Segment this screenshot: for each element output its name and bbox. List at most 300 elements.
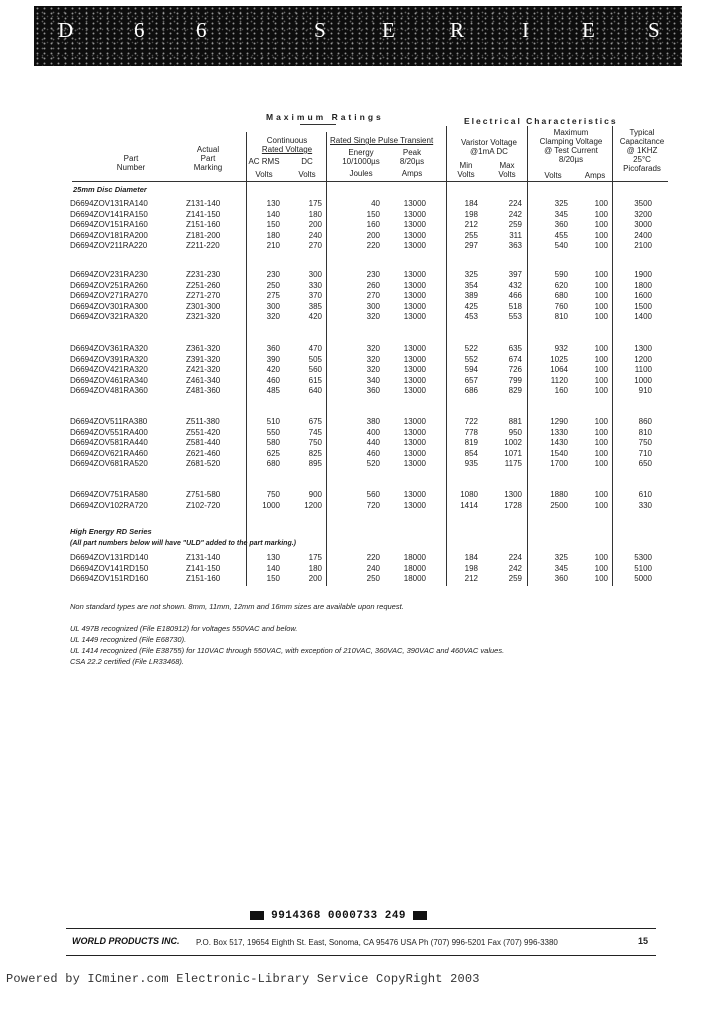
footer-bar <box>66 928 656 956</box>
table-cell: 13000 <box>403 365 426 375</box>
table-cell: D6694ZOV681RA520 <box>70 459 148 469</box>
table-cell: 580 <box>266 438 280 448</box>
table-cell: 910 <box>638 386 652 396</box>
table-cell: 180 <box>266 230 280 240</box>
banner-letter: R <box>450 18 466 42</box>
table-cell: 259 <box>508 574 522 584</box>
table-cell: Z211-220 <box>186 241 220 251</box>
table-cell: 510 <box>266 417 280 426</box>
table-cell: 750 <box>638 438 652 448</box>
table-cell: Z131-140 <box>186 199 221 208</box>
varistor-voltage-header: Varistor Voltage @1mA DC <box>461 138 517 156</box>
table-cell: 540 <box>554 241 568 251</box>
energy-header: Energy 10/1000µs Joules <box>342 148 380 178</box>
table-cell: 160 <box>554 386 568 396</box>
table-cell: 1100 <box>634 365 652 375</box>
rated-single-pulse-header: Rated Single Pulse Transient <box>330 136 434 145</box>
table-cell: 1071 <box>504 448 522 458</box>
table-cell: 240 <box>366 563 380 573</box>
table-cell: 100 <box>594 427 608 437</box>
table-cell: 726 <box>508 365 522 375</box>
table-cell: 360 <box>554 574 568 584</box>
table-cell: D6694ZOV511RA380 <box>70 417 148 426</box>
table-cell: 13000 <box>403 241 426 251</box>
table-cell: 220 <box>366 553 380 562</box>
table-cell: 13000 <box>403 230 426 240</box>
table-cell: Z131-140 <box>186 553 221 562</box>
banner-letter: I <box>522 18 530 42</box>
table-cell: 100 <box>594 199 608 208</box>
table-cell: D6694ZOV481RA360 <box>70 386 148 396</box>
note-csa: CSA 22.2 certified (File LR33468). <box>70 657 184 666</box>
table-cell: D6694ZOV131RA140 <box>70 199 148 208</box>
table-cell: Z271-270 <box>186 291 221 301</box>
table-cell: 674 <box>508 354 522 364</box>
table-cell: 100 <box>594 301 608 311</box>
table-cell: 13000 <box>403 312 426 322</box>
note-ul1449: UL 1449 recognized (File E68730). <box>70 635 187 644</box>
table-cell: 13000 <box>403 448 426 458</box>
table-cell: 13000 <box>403 270 426 279</box>
table-cell: 810 <box>638 427 652 437</box>
table-cell: 224 <box>508 199 522 208</box>
table-cell: 325 <box>464 270 478 279</box>
table-cell: 370 <box>308 291 322 301</box>
table-cell: 100 <box>594 280 608 290</box>
part-number-header: Part Number <box>116 154 146 172</box>
table-cell: Z751-580 <box>186 490 221 499</box>
table-cell: 212 <box>464 574 478 584</box>
peak-header: Peak 8/20µs Amps <box>399 148 425 178</box>
table-cell: 680 <box>554 291 568 301</box>
table-cell: Z151-160 <box>186 574 221 584</box>
table-cell: 13000 <box>403 209 426 219</box>
table-cell: 100 <box>594 241 608 251</box>
dc-header: DC Volts <box>298 157 316 179</box>
table-cell: 325 <box>554 553 568 562</box>
table-cell: 311 <box>509 230 522 240</box>
table-cell: 420 <box>308 312 322 322</box>
max-volts-header: Max Volts <box>498 161 516 179</box>
table-cell: 720 <box>366 500 380 510</box>
table-cell: 1700 <box>550 459 568 469</box>
table-cell: 825 <box>308 448 322 458</box>
table-cell: D6694ZOV251RA260 <box>70 280 148 290</box>
table-cell: 13000 <box>403 344 426 353</box>
table-cell: 13000 <box>403 220 426 230</box>
table-cell: D6694ZOV751RA580 <box>70 490 148 499</box>
table-cell: 552 <box>464 354 478 364</box>
table-cell: 175 <box>308 199 322 208</box>
table-cell: 100 <box>594 344 608 353</box>
table-cell: 950 <box>508 427 522 437</box>
table-cell: D6694ZOV271RA270 <box>70 291 148 301</box>
table-cell: D6694ZOV301RA300 <box>70 301 148 311</box>
table-cell: 224 <box>508 553 522 562</box>
table-cell: 2100 <box>634 241 652 251</box>
table-cell: D6694ZOV391RA320 <box>70 354 148 364</box>
table-cell: D6694ZOV151RD160 <box>70 574 149 584</box>
table-cell: 560 <box>308 365 322 375</box>
table-cell: 242 <box>508 563 522 573</box>
table-cell: D6694ZOV461RA340 <box>70 375 148 385</box>
table-cell: 242 <box>508 209 522 219</box>
table-cell: 100 <box>594 417 608 426</box>
typical-capacitance-header: Typical Capacitance @ 1KHZ 25°C Picofarads <box>619 128 665 173</box>
table-cell: Z581-440 <box>186 438 221 448</box>
table-cell: Z681-520 <box>186 459 221 469</box>
page-number: 15 <box>638 936 649 946</box>
table-cell: 854 <box>464 448 478 458</box>
table-cell: 13000 <box>403 459 426 469</box>
table-cell: 900 <box>308 490 322 499</box>
table-cell: 460 <box>366 448 380 458</box>
table-cell: 130 <box>266 199 280 208</box>
table-cell: 160 <box>366 220 380 230</box>
table-cell: 300 <box>366 301 380 311</box>
powered-by-text: Powered by ICminer.com Electronic-Library Service CopyRight 2003 <box>6 972 480 986</box>
table-cell: 778 <box>464 427 478 437</box>
clamp-amps-header: Amps <box>584 171 606 180</box>
table-cell: Z231-230 <box>186 270 221 279</box>
table-cell: 330 <box>308 280 322 290</box>
table-cell: 440 <box>366 438 380 448</box>
table-cell: 1430 <box>550 438 568 448</box>
table-cell: 240 <box>308 230 322 240</box>
table-cell: 100 <box>594 459 608 469</box>
table-cell: 18000 <box>403 574 426 584</box>
table-cell: 13000 <box>403 417 426 426</box>
table-cell: 320 <box>366 354 380 364</box>
table-cell: D6694ZOV211RA220 <box>70 241 148 251</box>
table-cell: D6694ZOV131RD140 <box>70 553 149 562</box>
table-cell: 710 <box>638 448 652 458</box>
table-cell: 860 <box>638 417 652 426</box>
table-cell: 750 <box>308 438 322 448</box>
table-cell: 184 <box>464 553 478 562</box>
table-cell: 360 <box>554 220 568 230</box>
table-cell: 13000 <box>403 354 426 364</box>
table-cell: D6694ZOV421RA320 <box>70 365 148 375</box>
table-cell: 650 <box>638 459 652 469</box>
table-cell: 300 <box>266 301 280 311</box>
table-cell: 320 <box>366 312 380 322</box>
table-cell: 13000 <box>403 427 426 437</box>
table-cell: 150 <box>366 209 380 219</box>
table-cell: 460 <box>266 375 280 385</box>
table-cell: 1600 <box>634 291 652 301</box>
table-cell: 320 <box>266 312 280 322</box>
table-cell: 1080 <box>460 490 478 499</box>
table-cell: 100 <box>594 291 608 301</box>
table-cell: 330 <box>638 500 652 510</box>
ac-rms-header: AC RMS Volts <box>248 157 280 179</box>
table-cell: Z181-200 <box>186 230 221 240</box>
table-cell: 590 <box>554 270 568 279</box>
table-cell: 100 <box>594 490 608 499</box>
table-cell: 1175 <box>504 459 522 469</box>
table-cell: 750 <box>266 490 280 499</box>
table-cell: 455 <box>554 230 568 240</box>
table-cell: 620 <box>554 280 568 290</box>
table-cell: Z321-320 <box>186 312 221 322</box>
table-cell: 100 <box>594 500 608 510</box>
table-cell: 13000 <box>403 490 426 499</box>
table-cell: D6694ZOV181RA200 <box>70 230 148 240</box>
table-cell: 1300 <box>634 344 652 353</box>
electrical-characteristics-header: Electrical Characteristics <box>464 116 618 126</box>
table-cell: 198 <box>464 209 478 219</box>
table-cell: 270 <box>366 291 380 301</box>
table-cell: 1728 <box>504 500 522 510</box>
table-cell: 13000 <box>403 301 426 311</box>
banner-letter: D <box>58 18 75 42</box>
table-cell: D6694ZOV361RA320 <box>70 344 148 353</box>
table-cell: 3000 <box>634 220 652 230</box>
maximum-ratings-header: Maximum Ratings <box>266 112 384 122</box>
note-ul1414: UL 1414 recognized (File E38755) for 110VAC through 550VAC, with exception of 210VAC, 360VAC, 390VAC and 460VAC values. <box>70 646 505 655</box>
table-cell: 560 <box>366 490 380 499</box>
table-cell: 13000 <box>403 199 426 208</box>
table-cell: 200 <box>366 230 380 240</box>
table-cell: 13000 <box>403 438 426 448</box>
table-cell: 819 <box>464 438 478 448</box>
table-cell: 1120 <box>550 375 568 385</box>
table-cell: 1025 <box>550 354 568 364</box>
table-cell: 255 <box>464 230 478 240</box>
table-cell: 5100 <box>634 563 652 573</box>
table-cell: 745 <box>308 427 322 437</box>
table-cell: Z141-150 <box>186 563 221 573</box>
table-cell: 935 <box>464 459 478 469</box>
table-cell: 5300 <box>634 553 652 562</box>
table-cell: 200 <box>308 574 322 584</box>
table-cell: 13000 <box>403 280 426 290</box>
table-cell: 140 <box>266 563 280 573</box>
table-cell: 13000 <box>403 386 426 396</box>
table-cell: 1800 <box>634 280 652 290</box>
table-cell: D6694ZOV581RA440 <box>70 438 148 448</box>
table-cell: 220 <box>366 241 380 251</box>
table-cell: 615 <box>308 375 322 385</box>
banner-letter: 6 <box>196 18 208 42</box>
table-cell: 345 <box>554 563 568 573</box>
table-cell: Z151-160 <box>186 220 221 230</box>
high-energy-note: (All part numbers below will have "ULD" added to the part marking.) <box>70 540 296 547</box>
table-cell: 100 <box>594 365 608 375</box>
table-cell: 100 <box>594 563 608 573</box>
table-cell: Z102-720 <box>186 500 221 510</box>
table-cell: 210 <box>266 241 280 251</box>
table-cell: 18000 <box>403 553 426 562</box>
table-cell: 100 <box>594 386 608 396</box>
min-volts-header: Min Volts <box>457 161 475 179</box>
table-cell: 594 <box>464 365 478 375</box>
table-cell: 3500 <box>634 199 652 208</box>
banner-letter: 6 <box>134 18 146 42</box>
table-cell: 380 <box>366 417 380 426</box>
table-cell: 100 <box>594 574 608 584</box>
series-banner <box>34 6 682 66</box>
table-cell: 895 <box>308 459 322 469</box>
table-cell: 1500 <box>634 301 652 311</box>
table-cell: 340 <box>366 375 380 385</box>
table-cell: 180 <box>308 209 322 219</box>
table-cell: 799 <box>508 375 522 385</box>
table-cell: 518 <box>508 301 522 311</box>
section-25mm-label: 25mm Disc Diameter <box>73 185 147 194</box>
table-cell: 390 <box>266 354 280 364</box>
table-cell: D6694ZOV141RA150 <box>70 209 148 219</box>
table-cell: 300 <box>308 270 322 279</box>
table-cell: Z621-460 <box>186 448 221 458</box>
table-cell: 198 <box>464 563 478 573</box>
table-cell: Z551-420 <box>186 427 221 437</box>
table-cell: 420 <box>266 365 280 375</box>
table-cell: 550 <box>266 427 280 437</box>
table-cell: 259 <box>508 220 522 230</box>
table-cell: D6694ZOV151RA160 <box>70 220 148 230</box>
table-cell: 100 <box>594 270 608 279</box>
table-cell: 2500 <box>550 500 568 510</box>
table-cell: Z141-150 <box>186 209 221 219</box>
table-cell: 100 <box>594 230 608 240</box>
table-cell: 175 <box>308 553 322 562</box>
table-cell: 150 <box>266 574 280 584</box>
table-cell: 2400 <box>634 230 652 240</box>
table-cell: D6694ZOV141RD150 <box>70 563 149 573</box>
company-name: WORLD PRODUCTS INC. <box>72 936 180 946</box>
clamp-volts-header: Volts <box>544 171 562 180</box>
table-cell: 1300 <box>504 490 522 499</box>
table-cell: D6694ZOV321RA320 <box>70 312 148 322</box>
table-cell: 505 <box>308 354 322 364</box>
table-cell: 680 <box>266 459 280 469</box>
table-cell: 522 <box>464 344 478 353</box>
table-cell: 610 <box>638 490 652 499</box>
table-cell: 1540 <box>550 448 568 458</box>
table-cell: 297 <box>464 241 478 251</box>
table-cell: 345 <box>554 209 568 219</box>
table-cell: 1330 <box>550 427 568 437</box>
table-cell: 250 <box>366 574 380 584</box>
table-cell: 5000 <box>634 574 652 584</box>
table-cell: 270 <box>308 241 322 251</box>
table-cell: 881 <box>508 417 522 426</box>
table-cell: 1290 <box>550 417 568 426</box>
table-cell: 260 <box>366 280 380 290</box>
table-cell: 810 <box>554 312 568 322</box>
table-cell: 360 <box>266 344 280 353</box>
table-cell: Z481-360 <box>186 386 221 396</box>
table-cell: Z461-340 <box>186 375 221 385</box>
table-cell: 13000 <box>403 500 426 510</box>
table-cell: D6694ZOV102RA720 <box>70 500 148 510</box>
table-cell: 140 <box>266 209 280 219</box>
table-cell: 686 <box>464 386 478 396</box>
table-cell: 100 <box>594 312 608 322</box>
company-address: P.O. Box 517, 19654 Eighth St. East, Sonoma, CA 95476 USA Ph (707) 996-5201 Fax (707) 996-3380 <box>196 938 558 947</box>
table-cell: 275 <box>266 291 280 301</box>
max-clamping-header: Maximum Clamping Voltage @ Test Current 8/20µs <box>539 128 603 164</box>
table-cell: 180 <box>308 563 322 573</box>
table-cell: Z421-320 <box>186 365 221 375</box>
table-cell: 250 <box>266 280 280 290</box>
table-cell: 18000 <box>403 563 426 573</box>
table-cell: 40 <box>371 199 380 208</box>
table-cell: 230 <box>366 270 380 279</box>
table-cell: 320 <box>366 365 380 375</box>
table-cell: 184 <box>464 199 478 208</box>
table-cell: 1200 <box>634 354 652 364</box>
table-cell: 625 <box>266 448 280 458</box>
table-cell: 397 <box>508 270 522 279</box>
table-cell: 453 <box>464 312 478 322</box>
table-cell: 470 <box>308 344 322 353</box>
table-cell: 466 <box>508 291 522 301</box>
table-cell: 320 <box>366 344 380 353</box>
table-cell: Z301-300 <box>186 301 221 311</box>
actual-part-marking-header: Actual Part Marking <box>193 145 223 172</box>
table-cell: 100 <box>594 220 608 230</box>
table-cell: 675 <box>308 417 322 426</box>
table-cell: 722 <box>464 417 478 426</box>
table-cell: 425 <box>464 301 478 311</box>
table-cell: 100 <box>594 438 608 448</box>
table-cell: 1400 <box>634 312 652 322</box>
table-cell: D6694ZOV551RA400 <box>70 427 148 437</box>
table-cell: 520 <box>366 459 380 469</box>
banner-letter: E <box>382 18 396 42</box>
table-cell: 3200 <box>634 209 652 219</box>
table-cell: 325 <box>554 199 568 208</box>
table-cell: 932 <box>554 344 568 353</box>
note-ul497b: UL 497B recognized (File E180912) for voltages 550VAC and below. <box>70 624 298 633</box>
high-energy-title: High Energy RD Series <box>70 527 152 536</box>
table-cell: 640 <box>308 386 322 396</box>
banner-letter: S <box>648 18 661 42</box>
table-cell: 130 <box>266 553 280 562</box>
table-cell: 485 <box>266 386 280 396</box>
table-cell: 1002 <box>504 438 522 448</box>
table-cell: 212 <box>464 220 478 230</box>
table-cell: 385 <box>308 301 322 311</box>
table-cell: 363 <box>508 241 522 251</box>
table-cell: 1064 <box>550 365 568 375</box>
table-cell: 13000 <box>403 291 426 301</box>
table-cell: 1900 <box>634 270 652 279</box>
table-cell: D6694ZOV621RA460 <box>70 448 148 458</box>
table-cell: 13000 <box>403 375 426 385</box>
table-cell: 100 <box>594 375 608 385</box>
table-cell: Z391-320 <box>186 354 221 364</box>
banner-letter: S <box>314 18 327 42</box>
table-cell: 100 <box>594 209 608 219</box>
continuous-rated-voltage-header: Continuous Rated Voltage <box>261 136 313 154</box>
table-cell: 360 <box>366 386 380 396</box>
table-cell: Z251-260 <box>186 280 221 290</box>
table-cell: 635 <box>508 344 522 353</box>
table-cell: 1880 <box>550 490 568 499</box>
table-cell: 100 <box>594 354 608 364</box>
table-cell: 1200 <box>304 500 322 510</box>
table-cell: 553 <box>508 312 522 322</box>
table-cell: 400 <box>366 427 380 437</box>
barcode-text: 9914368 0000733 249 <box>250 910 427 922</box>
table-cell: 1000 <box>634 375 652 385</box>
table-cell: 100 <box>594 448 608 458</box>
table-cell: 760 <box>554 301 568 311</box>
